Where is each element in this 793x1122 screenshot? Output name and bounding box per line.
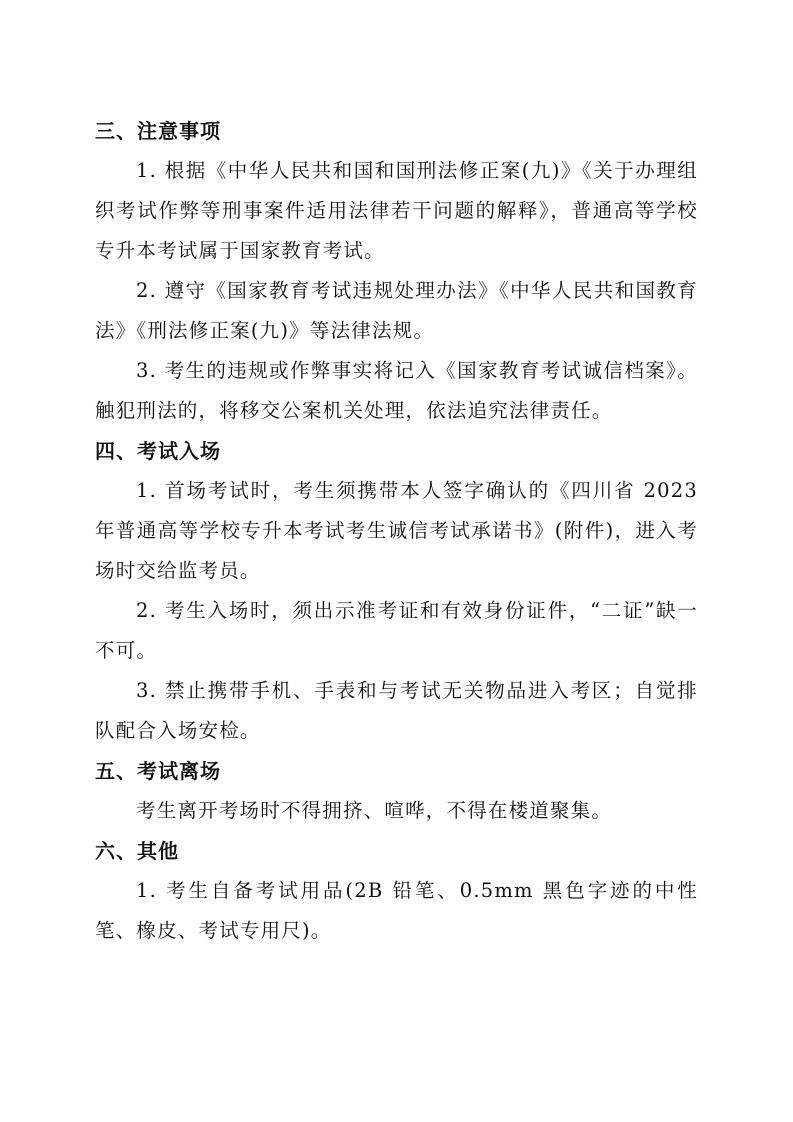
paragraph: 2. 考生入场时，须出示准考证和有效身份证件，“二证”缺一不可。 (95, 599, 698, 662)
paragraph: 考生离开考场时不得拥挤、喧哗，不得在楼道聚集。 (136, 799, 613, 822)
paragraph: 1. 根据《中华人民共和国和国刑法修正案(九)》《关于办理组织考试作弊等刑事案件适用法律若干问题的解释》，普通高等学校专升本考试属于国家教育考试。 (95, 159, 698, 262)
paragraph: 1. 考生自备考试用品(2B 铅笔、0.5mm 黑色字迹的中性笔、橡皮、考试专用尺)。 (95, 879, 698, 942)
section-notes (95, 111, 698, 431)
paragraph: 3. 禁止携带手机、手表和与考试无关物品进入考区；自觉排队配合入场安检。 (95, 679, 698, 742)
section-heading: 三、注意事项 (95, 119, 221, 143)
document-body (95, 111, 698, 951)
section-entry (95, 431, 698, 751)
paragraph: 3. 考生的违规或作弊事实将记入《国家教育考试诚信档案》。触犯刑法的，将移交公案机关处理，依法追究法律责任。 (95, 359, 698, 422)
section-other (95, 831, 698, 951)
paragraph: 1. 首场考试时，考生须携带本人签字确认的《四川省 2023年普通高等学校专升本考试考生诚信考试承诺书》(附件)，进入考场时交给监考员。 (95, 479, 698, 582)
paragraph: 2. 遵守《国家教育考试违规处理办法》《中华人民共和国教育法》《刑法修正案(九)》等法律法规。 (95, 279, 698, 342)
section-heading: 六、其他 (95, 839, 179, 863)
section-exit (95, 751, 698, 831)
section-heading: 四、考试入场 (95, 439, 221, 463)
section-heading: 五、考试离场 (95, 759, 221, 783)
